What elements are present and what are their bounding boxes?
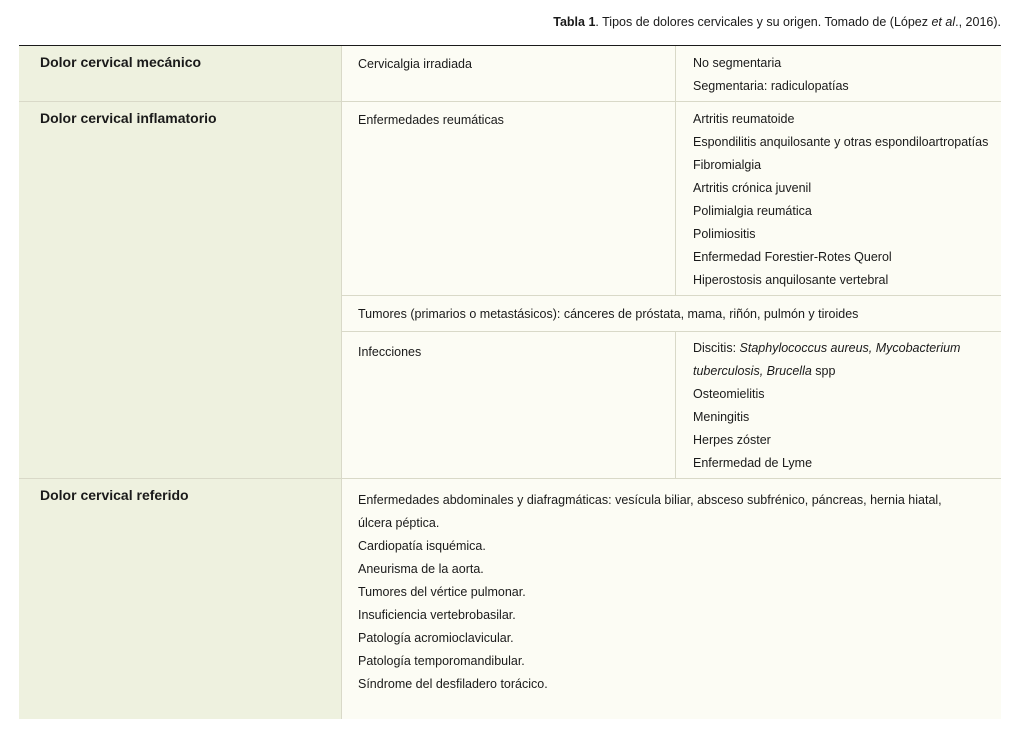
list-item: Osteomielitis [693,387,765,401]
detail-cell [675,332,1001,479]
row-inflamatorio [19,102,1001,479]
list-item: Insuficiencia vertebrobasilar. [358,608,516,622]
subrow-tumores [342,296,1001,332]
detail-cell [675,102,1001,295]
list-item: Enfermedad Forestier-Rotes Querol [693,250,892,264]
list-item: No segmentaria [693,56,782,70]
row-content [342,46,1001,101]
list-item: Patología acromioclavicular. [358,631,514,645]
discitis-suffix: spp [811,364,836,378]
list-item [693,337,960,360]
caption-label: Tabla 1 [553,15,596,29]
row-content [342,102,1001,478]
list-item: Hiperostosis anquilosante vertebral [693,273,889,287]
referido-list [358,489,942,696]
list-item: Cardiopatía isquémica. [358,539,486,553]
list-item [693,360,960,383]
list-item: Artritis crónica juvenil [693,181,812,195]
row-header-cell [19,479,342,719]
caption-italic: et al [931,15,956,29]
table-caption [553,15,1001,29]
subrow-infecciones [342,332,1001,479]
list-item: Artritis reumatoide [693,112,795,126]
list-item: Enfermedades abdominales y diafragmáticas: vesícula biliar, absceso subfrénico, páncreas, hernia hiatal, [358,493,942,507]
list-item: Segmentaria: radiculopatías [693,79,849,93]
discitis-organisms-cont: tuberculosis, Brucella [693,364,812,378]
caption-text-end: ., 2016). [955,15,1001,29]
pain-types-table [19,45,1001,719]
list-item: Patología temporomandibular. [358,654,525,668]
subrow-reumaticas [342,102,1001,296]
pain-subtype: Cervicalgia irradiada [358,57,472,71]
row-referido [19,479,1001,719]
row-content [342,479,1001,719]
list-item: Enfermedad de Lyme [693,456,813,470]
row-header-cell [19,46,342,101]
detail-cell [675,46,1001,101]
list-item: Meningitis [693,410,750,424]
caption-text: . Tipos de dolores cervicales y su origen. Tomado de (López [595,15,932,29]
list-item: Tumores del vértice pulmonar. [358,585,526,599]
pain-subtype: Enfermedades reumáticas [358,113,504,127]
detail-list [693,108,988,292]
tumores-text: Tumores (primarios o metastásicos): cánceres de próstata, mama, riñón, pulmón y tiroides [358,307,859,321]
row-header-cell [19,102,342,478]
list-item: Aneurisma de la aorta. [358,562,484,576]
list-item: Fibromialgia [693,158,762,172]
list-item: Síndrome del desfiladero torácico. [358,677,548,691]
detail-list [693,52,849,98]
row-header-inflamatorio: Dolor cervical inflamatorio [40,110,217,126]
discitis-prefix: Discitis: [693,341,740,355]
infection-items [693,383,960,475]
pain-subtype: Infecciones [358,345,422,359]
row-header-mecanico: Dolor cervical mecánico [40,54,202,70]
list-item: Polimiositis [693,227,756,241]
list-item: Espondilitis anquilosante y otras espondiloartropatías [693,135,989,149]
list-item: Herpes zóster [693,433,771,447]
row-mecanico [19,46,1001,102]
list-item: Polimialgia reumática [693,204,812,218]
discitis-organisms: Staphylococcus aureus, Mycobacterium [739,341,961,355]
row-header-referido: Dolor cervical referido [40,487,189,503]
detail-list [693,337,960,475]
list-item: úlcera péptica. [358,516,440,530]
